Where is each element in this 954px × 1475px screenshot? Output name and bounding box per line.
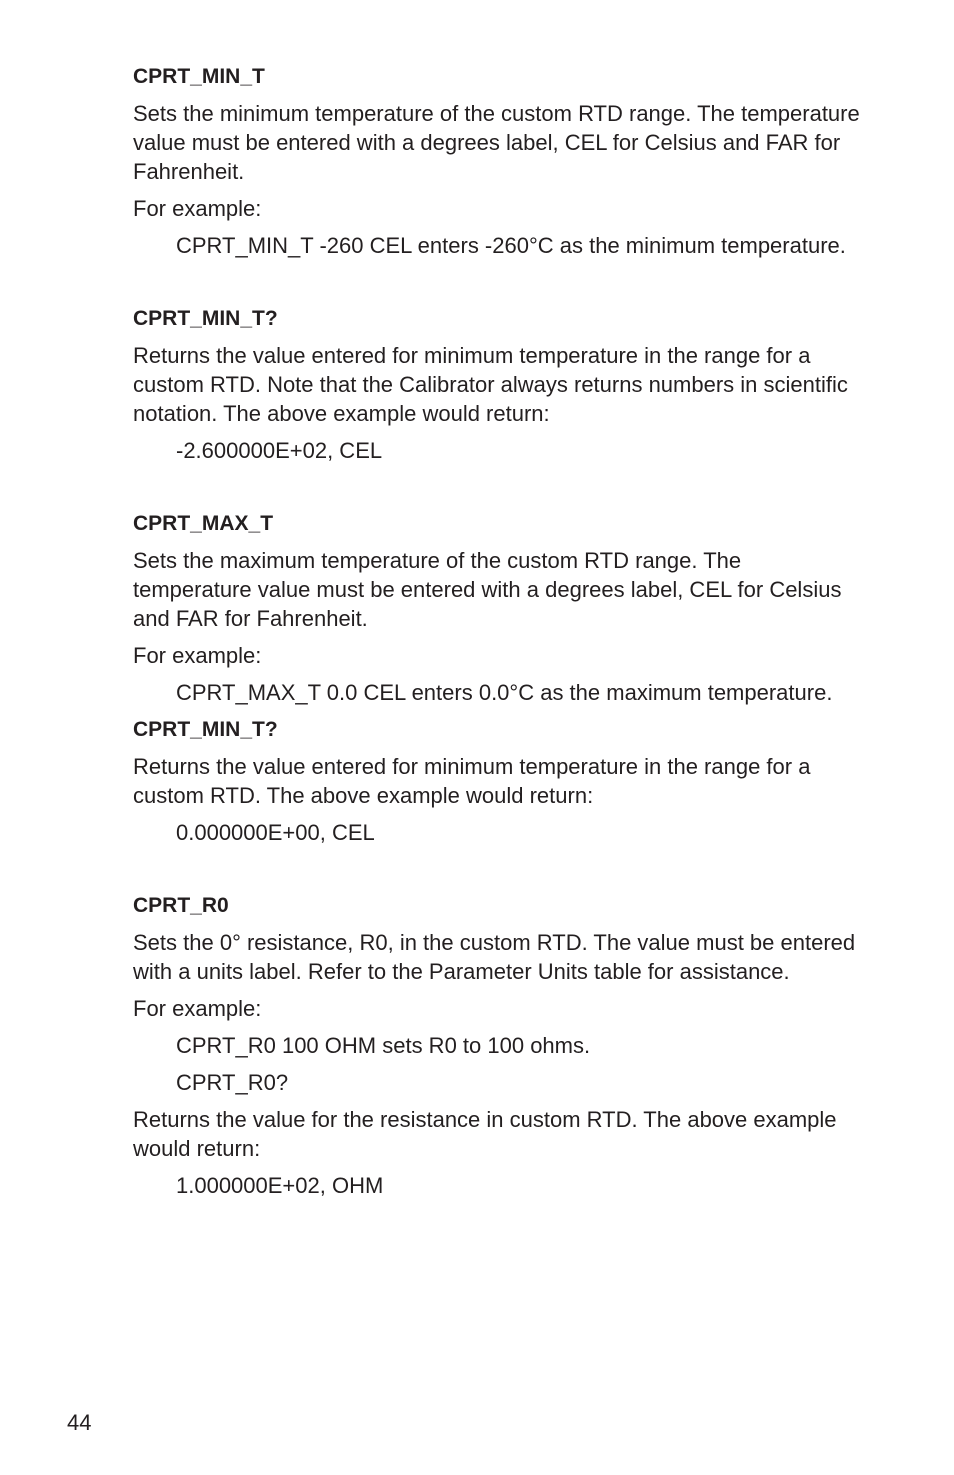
example-label: For example: [133,996,262,1021]
section-cprt-min-t-query [133,304,863,465]
example-label: For example: [133,643,262,668]
section-description: Sets the minimum temperature of the custom RTD range. The temperature value must be entered with a degrees label, CEL for Celsius and FAR for Fahrenheit. [133,101,860,184]
section-heading: CPRT_MIN_T [133,65,265,88]
section-spacer [133,855,863,891]
section-heading: CPRT_MIN_T? [133,307,278,330]
section-cprt-min-t [133,62,863,260]
section-description-return: Returns the value for the resistance in custom RTD. The above example would return: [133,1107,837,1161]
example-text: CPRT_R0 100 OHM sets R0 to 100 ohms. [176,1033,591,1058]
document-body [133,62,863,1208]
section-cprt-r0 [133,891,863,1200]
section-description: Sets the maximum temperature of the custom RTD range. The temperature value must be entered with a degrees label, CEL for Celsius and FAR for Fahrenheit. [133,548,842,631]
section-heading: CPRT_MAX_T [133,512,274,535]
example-label: For example: [133,196,262,221]
example-return-value: -2.600000E+02, CEL [176,438,383,463]
example-text: CPRT_MIN_T -260 CEL enters -260°C as the minimum temperature. [176,233,846,258]
section-cprt-max-t [133,509,863,707]
example-text: CPRT_MAX_T 0.0 CEL enters 0.0°C as the maximum temperature. [176,680,833,705]
section-cprt-max-t-query [133,715,863,847]
section-description: Returns the value entered for minimum temperature in the range for a custom RTD. The above example would return: [133,754,811,808]
section-heading: CPRT_MIN_T? [133,718,278,741]
section-description: Sets the 0° resistance, R0, in the custom RTD. The value must be entered with a units label. Refer to the Parameter Units table for assistance. [133,930,856,984]
section-spacer [133,473,863,509]
section-spacer [133,268,863,304]
section-description: Returns the value entered for minimum temperature in the range for a custom RTD. Note that the Calibrator always returns numbers in scientific notation. The above example would return: [133,343,848,426]
page-number: 44 [67,1410,92,1435]
example-query-text: CPRT_R0? [176,1070,289,1095]
example-return-value: 0.000000E+00, CEL [176,820,375,845]
example-return-value: 1.000000E+02, OHM [176,1173,384,1198]
section-heading: CPRT_R0 [133,894,229,917]
